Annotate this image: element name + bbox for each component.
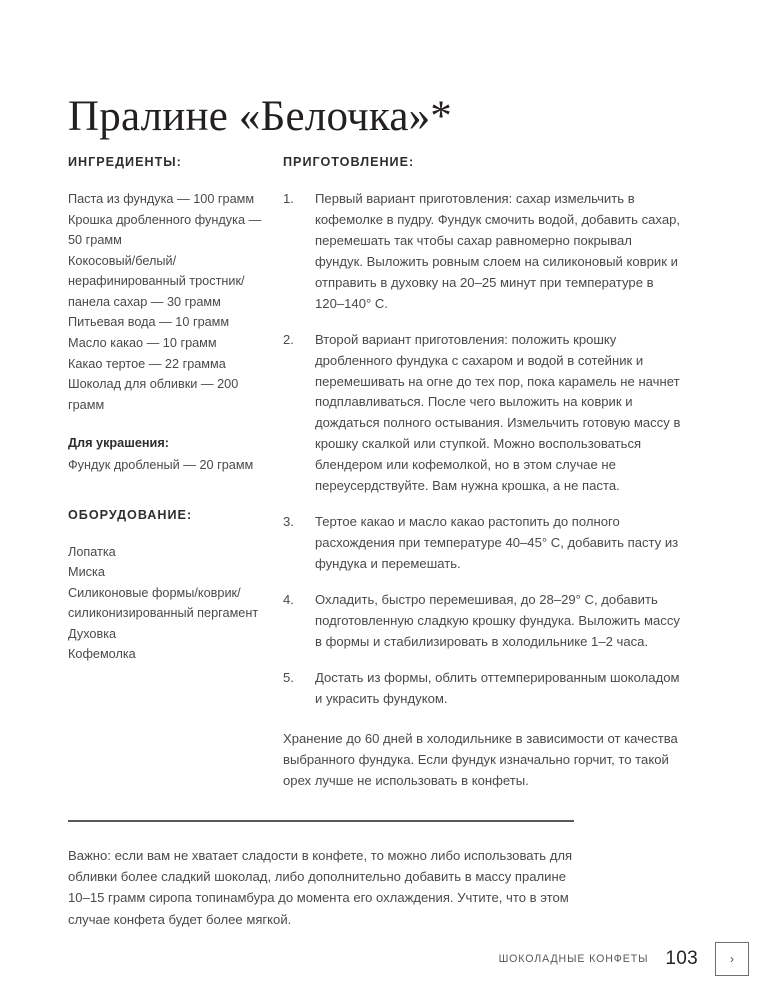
- step-text: Второй вариант приготовления: положить крошку дробленного фундука с сахаром и водой в сотейник и перемешивать на огне до тех пор, пока карамель не начнет подплавливаться. После чего выложить на коврик и дождаться полного остывания. Измельчить готовую массу в крошку скалкой или ступкой. Можно воспользоваться блендером или кофемолкой, но в этом случае не переусердствуйте. Вам нужна крошка, а не паста.: [315, 331, 681, 494]
- preparation-steps: [283, 189, 683, 710]
- list-item: Какао тертое — 22 грамма: [68, 356, 226, 371]
- next-page-button[interactable]: [715, 942, 749, 976]
- footnote-divider: [68, 820, 574, 822]
- preparation-heading: ПРИГОТОВЛЕНИЕ:: [283, 155, 415, 169]
- footnote-text: Важно: если вам не хватает сладости в конфете, то можно либо использовать для обливки более сладкий шоколад, либо дополнительно добавить в массу пралине 10–15 грамм сиропа топинамбура до момента его охлаждения. Учтите, что в этом случае конфета будет более мягкой.: [68, 848, 573, 927]
- step-item: [283, 330, 683, 498]
- list-item: Кофемолка: [68, 647, 136, 662]
- step-number: 2.: [283, 331, 294, 347]
- equipment-list: [68, 542, 273, 665]
- storage-note: Хранение до 60 дней в холодильнике в зависимости от качества выбранного фундука. Если фундук изначально горчит, то такой орех лучше не использовать в конфеты.: [283, 730, 678, 788]
- ingredients-heading: ИНГРЕДИЕНТЫ:: [68, 155, 182, 169]
- step-item: [283, 668, 683, 710]
- page-title: Пралине «Белочка»*: [68, 92, 453, 140]
- list-item: Лопатка: [68, 544, 116, 559]
- footnote-section: [68, 820, 574, 930]
- step-number: 5.: [283, 669, 294, 685]
- step-text: Тертое какао и масло какао растопить до полного расхождения при температуре 40–45° C, добавить пасту из фундука и перемешать.: [315, 514, 679, 571]
- list-item: Духовка: [68, 626, 117, 641]
- page-footer: [0, 928, 773, 1000]
- list-item: Масло какао — 10 грамм: [68, 336, 217, 351]
- list-item: Шоколад для обливки — 200 грамм: [68, 377, 239, 412]
- list-item: Крошка дробленного фундука — 50 грамм: [68, 212, 262, 248]
- chevron-right-icon: ›: [730, 952, 734, 966]
- list-item: Миска: [68, 565, 105, 580]
- equipment-heading: ОБОРУДОВАНИЕ:: [68, 507, 193, 522]
- chapter-label: ШОКОЛАДНЫЕ КОНФЕТЫ: [498, 953, 649, 965]
- decoration-list: [68, 455, 273, 476]
- step-text: Охладить, быстро перемешивая, до 28–29° C, добавить подготовленную сладкую крошку фундука. Выложить массу в формы и стабилизировать в холодильнике 1–2 часа.: [315, 591, 680, 649]
- ingredients-column: [68, 155, 273, 665]
- step-item: [283, 189, 683, 315]
- list-item: Паста из фундука — 100 грамм: [68, 192, 255, 206]
- list-item: Силиконовые формы/коврик/силиконизированный пергамент: [68, 585, 259, 621]
- step-item: [283, 512, 683, 575]
- step-item: [283, 590, 683, 653]
- step-number: 3.: [283, 514, 294, 530]
- ingredients-list: [68, 189, 273, 415]
- page-number: 103: [665, 948, 698, 969]
- step-text: Первый вариант приготовления: сахар измельчить в кофемолке в пудру. Фундук смочить водой, добавить сахар, перемешать так чтобы сахар равномерно покрывал фундук. Выложить ровным слоем на силиконовый коврик и отправить в духовку на 20–25 минут при температуре в 120–140° C.: [315, 191, 681, 311]
- decoration-heading: Для украшения:: [68, 436, 169, 451]
- step-text: Достать из формы, облить оттемперированным шоколадом и украсить фундуком.: [315, 669, 680, 706]
- footer-inner: [499, 942, 749, 976]
- preparation-column: [283, 155, 683, 791]
- list-item: Питьевая вода — 10 грамм: [68, 315, 230, 330]
- list-item: Фундук дробленый — 20 грамм: [68, 457, 254, 472]
- step-number: 4.: [283, 591, 294, 607]
- step-number: 1.: [283, 191, 294, 206]
- list-item: Кокосовый/белый/нерафинированный тростник/панела сахар — 30 грамм: [68, 253, 245, 309]
